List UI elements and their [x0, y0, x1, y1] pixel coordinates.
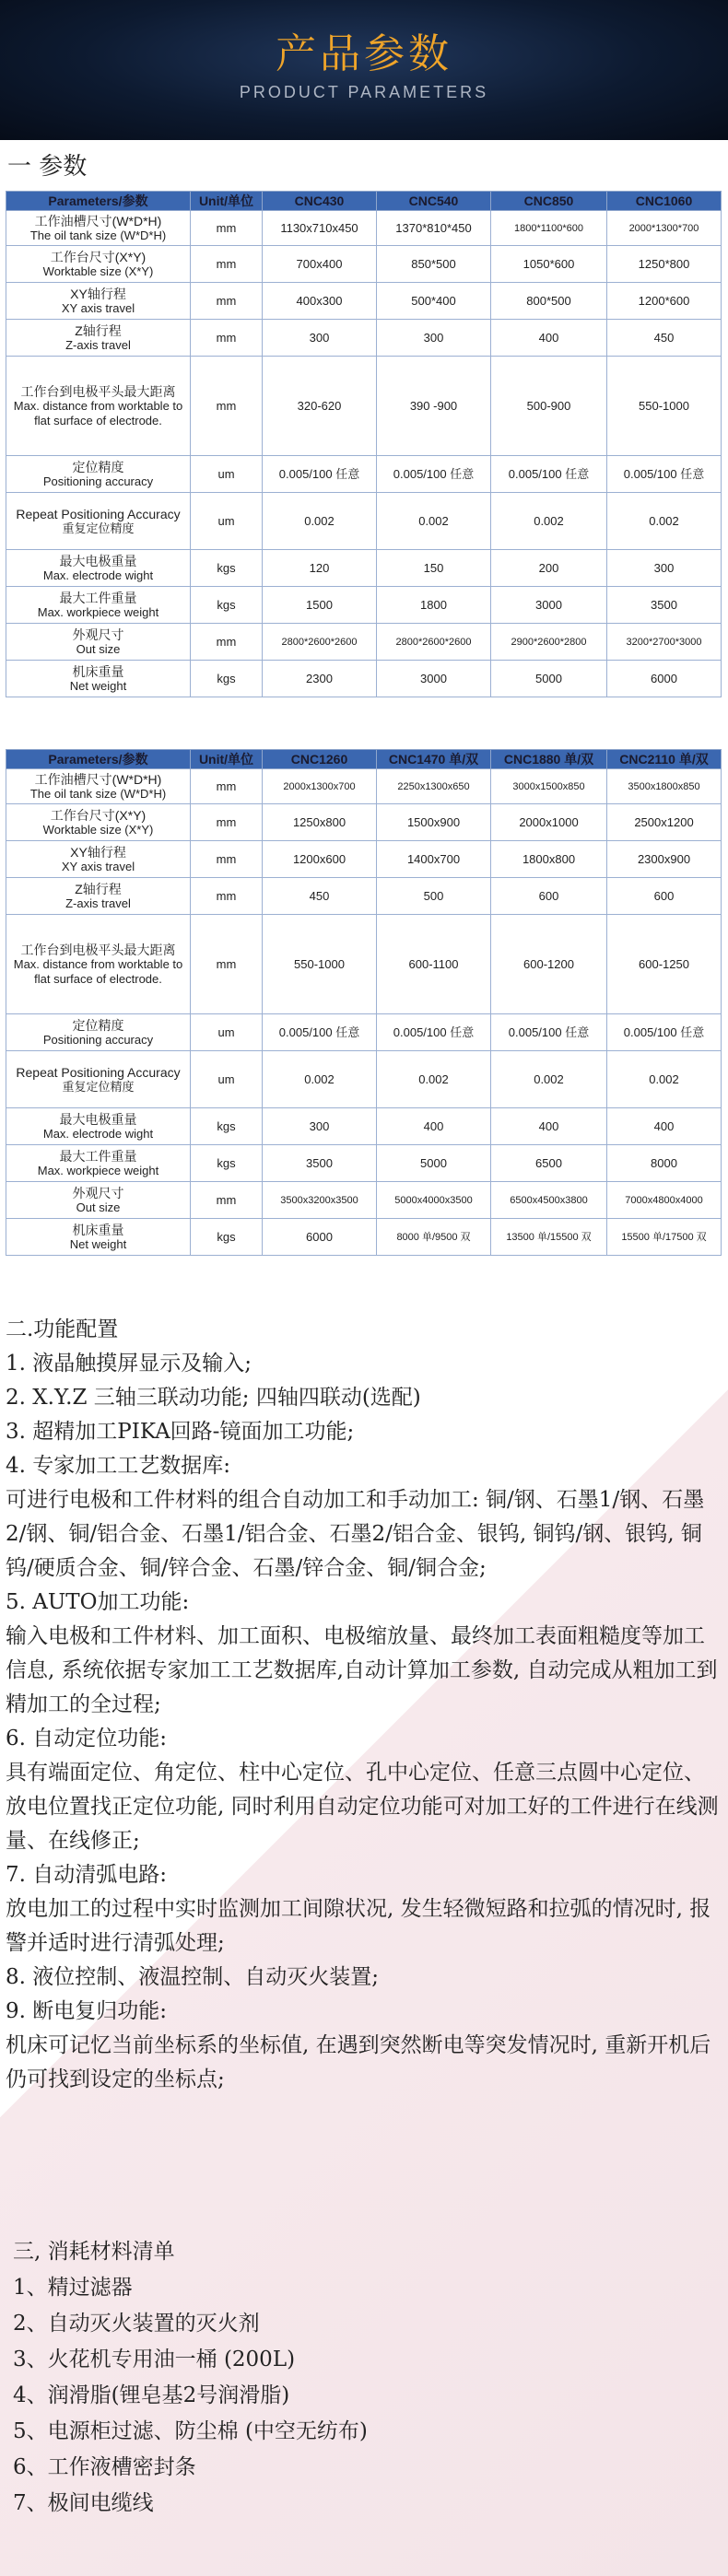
param-label: [6, 456, 191, 493]
param-label: [6, 1108, 191, 1145]
value-cell: 3500x1800x850: [607, 769, 722, 804]
value-cell: 2800*2600*2600: [263, 624, 377, 661]
value-cell: 0.002: [377, 493, 491, 550]
unit-cell: mm: [191, 283, 263, 320]
unit-cell: kgs: [191, 587, 263, 624]
value-cell: 0.005/100 任意: [491, 1014, 607, 1051]
param-label-secondary: Max. electrode wight: [42, 1126, 154, 1141]
value-cell: 150: [377, 550, 491, 587]
param-label-secondary: Worktable size (X*Y): [42, 822, 154, 837]
param-label-secondary: Out size: [76, 1200, 121, 1214]
page-title: 产品参数: [276, 30, 452, 77]
unit-cell: mm: [191, 246, 263, 283]
param-label-secondary: Worktable size (X*Y): [42, 263, 154, 278]
unit-cell: mm: [191, 211, 263, 246]
param-label: [6, 1182, 191, 1219]
table-row: [6, 878, 722, 915]
feature-line: 输入电极和工件材料、加工面积、电极缩放量、最终加工表面粗糙度等加工信息, 系统依据专家加工工艺数据库,自动计算加工参数, 自动完成从粗加工到精加工的全过程;: [6, 1624, 718, 1716]
unit-cell: kgs: [191, 1219, 263, 1256]
unit-cell: kgs: [191, 1145, 263, 1182]
value-cell: 1130x710x450: [263, 211, 377, 246]
table-row: [6, 1145, 722, 1182]
param-label: [6, 878, 191, 915]
value-cell: 15500 单/17500 双: [607, 1219, 722, 1256]
value-cell: 3500: [263, 1145, 377, 1182]
value-cell: 450: [263, 878, 377, 915]
value-cell: 1800x800: [491, 841, 607, 878]
value-cell: 3000: [377, 661, 491, 697]
unit-cell: kgs: [191, 1108, 263, 1145]
feature-line: 3. 超精加工PIKA回路-镜面加工功能;: [6, 1420, 355, 1444]
unit-cell: um: [191, 456, 263, 493]
table-row: [6, 246, 722, 283]
param-label-primary: 最大电极重量: [59, 553, 137, 568]
unit-cell: mm: [191, 1182, 263, 1219]
param-label-primary: Repeat Positioning Accuracy: [16, 506, 181, 521]
table-row: [6, 1108, 722, 1145]
value-cell: 1050*600: [491, 246, 607, 283]
feature-line: 具有端面定位、角定位、柱中心定位、孔中心定位、任意三点圆中心定位、放电位置找正定位功能, 同时利用自动定位功能可对加工好的工件进行在线测量、在线修正;: [6, 1761, 719, 1853]
value-cell: 6000: [263, 1219, 377, 1256]
table-row: [6, 841, 722, 878]
param-label-secondary: Max. workpiece weight: [37, 604, 159, 619]
table-header-cell: Unit/单位: [191, 192, 263, 211]
param-label-secondary: Positioning accuracy: [42, 474, 154, 488]
value-cell: 0.002: [491, 1051, 607, 1108]
table-header-cell: CNC1060: [607, 192, 722, 211]
value-cell: 120: [263, 550, 377, 587]
param-label: [6, 550, 191, 587]
param-label: [6, 841, 191, 878]
table-row: [6, 283, 722, 320]
value-cell: 400: [491, 320, 607, 357]
unit-cell: mm: [191, 357, 263, 456]
value-cell: 5000x4000x3500: [377, 1182, 491, 1219]
table-header-cell: CNC1260: [263, 750, 377, 769]
value-cell: 600-1250: [607, 915, 722, 1014]
table-row: [6, 661, 722, 697]
param-label-primary: Z轴行程: [75, 322, 122, 338]
table-row: [6, 769, 722, 804]
table-header-cell: CNC850: [491, 192, 607, 211]
value-cell: 400x300: [263, 283, 377, 320]
value-cell: 200: [491, 550, 607, 587]
value-cell: 2300: [263, 661, 377, 697]
value-cell: 300: [377, 320, 491, 357]
param-label-primary: 工作台到电极平头最大距离: [20, 383, 176, 399]
unit-cell: kgs: [191, 550, 263, 587]
table-header-cell: CNC1470 单/双: [377, 750, 491, 769]
feature-line: 7. 自动清弧电路:: [6, 1863, 168, 1887]
table-row: [6, 624, 722, 661]
value-cell: 5000: [491, 661, 607, 697]
value-cell: 2900*2600*2800: [491, 624, 607, 661]
param-label-secondary: Out size: [76, 641, 121, 656]
unit-cell: um: [191, 1051, 263, 1108]
table-row: [6, 320, 722, 357]
table-header-cell: CNC2110 单/双: [607, 750, 722, 769]
feature-line: 6. 自动定位功能:: [6, 1727, 168, 1751]
feature-line: 可进行电极和工件材料的组合自动加工和手动加工: 铜/钢、石墨1/钢、石墨2/钢、铜/铝合金、石墨1/铝合金、石墨2/铝合金、银钨, 铜钨/钢、银钨, 铜钨/硬质合金、铜/锌合金、石墨/锌合金、铜/铜合金;: [6, 1488, 705, 1580]
feature-line: 9. 断电复归功能:: [6, 1999, 168, 2023]
value-cell: 3000x1500x850: [491, 769, 607, 804]
value-cell: 0.002: [607, 493, 722, 550]
param-label: [6, 1145, 191, 1182]
param-label-primary: 工作台到电极平头最大距离: [20, 942, 176, 957]
table-row: [6, 1219, 722, 1256]
table-row: [6, 587, 722, 624]
table-header-cell: Parameters/参数: [6, 750, 191, 769]
table-row: [6, 550, 722, 587]
value-cell: 0.002: [377, 1051, 491, 1108]
table-row: [6, 1014, 722, 1051]
feature-line: 5. AUTO加工功能:: [6, 1590, 190, 1614]
value-cell: 600: [607, 878, 722, 915]
spec-table-1: [6, 191, 722, 697]
param-label-primary: 定位精度: [72, 1017, 124, 1033]
value-cell: 3500: [607, 587, 722, 624]
value-cell: 500: [377, 878, 491, 915]
value-cell: 800*500: [491, 283, 607, 320]
value-cell: 3500x3200x3500: [263, 1182, 377, 1219]
value-cell: 1800: [377, 587, 491, 624]
value-cell: 1200*600: [607, 283, 722, 320]
value-cell: 500*400: [377, 283, 491, 320]
value-cell: 400: [377, 1108, 491, 1145]
param-label: [6, 320, 191, 357]
value-cell: 6500x4500x3800: [491, 1182, 607, 1219]
unit-cell: kgs: [191, 661, 263, 697]
value-cell: 0.005/100 任意: [377, 1014, 491, 1051]
param-label-primary: 工作油槽尺寸(W*D*H): [34, 213, 162, 228]
value-cell: 300: [263, 1108, 377, 1145]
feature-line: 1. 液晶触摸屏显示及输入;: [6, 1352, 252, 1376]
param-label: [6, 769, 191, 804]
param-label: [6, 804, 191, 841]
table-row: [6, 1051, 722, 1108]
feature-line: 8. 液位控制、液温控制、自动灭火装置;: [6, 1965, 380, 1989]
value-cell: 1250*800: [607, 246, 722, 283]
value-cell: 550-1000: [263, 915, 377, 1014]
value-cell: 400: [607, 1108, 722, 1145]
value-cell: 850*500: [377, 246, 491, 283]
value-cell: 3000: [491, 587, 607, 624]
value-cell: 1200x600: [263, 841, 377, 878]
consumable-item: 1、精过滤器: [13, 2276, 133, 2300]
table-row: [6, 493, 722, 550]
feature-line: 放电加工的过程中实时监测加工间隙状况, 发生轻微短路和拉弧的情况时, 报警并适时进行清弧处理;: [6, 1897, 711, 1955]
feature-line: 4. 专家加工工艺数据库:: [6, 1454, 231, 1478]
param-label: [6, 661, 191, 697]
param-label: [6, 246, 191, 283]
value-cell: 5000: [377, 1145, 491, 1182]
value-cell: 400: [491, 1108, 607, 1145]
table-row: [6, 1182, 722, 1219]
value-cell: 450: [607, 320, 722, 357]
section-params-heading: 一 参数: [7, 153, 88, 181]
param-label: [6, 1219, 191, 1256]
table-row: [6, 804, 722, 841]
param-label-primary: 外观尺寸: [72, 1185, 124, 1200]
param-label-primary: 最大工件重量: [59, 1148, 137, 1164]
param-label-secondary: Max. workpiece weight: [37, 1163, 159, 1177]
param-label-primary: 工作油槽尺寸(W*D*H): [34, 771, 162, 787]
table-header-cell: CNC1880 单/双: [491, 750, 607, 769]
feature-line: 机床可记忆当前坐标系的坐标值, 在遇到突然断电等突发情况时, 重新开机后仍可找到设定的坐标点;: [6, 2033, 711, 2091]
param-label-secondary: 重复定位精度: [62, 521, 135, 535]
param-label-secondary: Net weight: [69, 1236, 127, 1251]
param-label-primary: XY轴行程: [70, 286, 126, 301]
section-consumables: [13, 2234, 722, 2522]
table-header-row: [6, 750, 722, 769]
page-subtitle: PRODUCT PARAMETERS: [239, 83, 489, 101]
value-cell: 1500: [263, 587, 377, 624]
param-label-primary: 定位精度: [72, 459, 124, 474]
value-cell: 13500 单/15500 双: [491, 1219, 607, 1256]
consumable-item: 6、工作液槽密封条: [13, 2455, 196, 2479]
value-cell: 600: [491, 878, 607, 915]
feature-line: 2. X.Y.Z 三轴三联动功能; 四轴四联动(选配): [6, 1386, 421, 1410]
value-cell: 1800*1100*600: [491, 211, 607, 246]
value-cell: 8000 单/9500 双: [377, 1219, 491, 1256]
param-label-secondary: Max. electrode wight: [42, 568, 154, 582]
consumable-item: 2、自动灭火装置的灭火剂: [13, 2312, 260, 2336]
param-label-primary: 工作台尺寸(X*Y): [50, 807, 147, 823]
value-cell: 0.005/100 任意: [377, 456, 491, 493]
param-label: [6, 357, 191, 456]
section-consumables-heading: 三, 消耗材料清单: [13, 2240, 175, 2264]
param-label-secondary: Max. distance from worktable to flat surface of electrode.: [13, 956, 183, 986]
param-label-secondary: The oil tank size (W*D*H): [29, 786, 167, 801]
param-label-primary: 外观尺寸: [72, 626, 124, 642]
param-label: [6, 283, 191, 320]
value-cell: 2000x1000: [491, 804, 607, 841]
value-cell: 0.002: [263, 1051, 377, 1108]
value-cell: 300: [607, 550, 722, 587]
value-cell: 7000x4800x4000: [607, 1182, 722, 1219]
consumable-item: 3、火花机专用油一桶 (200L): [13, 2348, 296, 2371]
param-label: [6, 493, 191, 550]
table-header-cell: CNC430: [263, 192, 377, 211]
consumable-item: 4、润滑脂(锂皂基2号润滑脂): [13, 2383, 290, 2407]
value-cell: 300: [263, 320, 377, 357]
table-row: [6, 915, 722, 1014]
value-cell: 0.005/100 任意: [607, 456, 722, 493]
unit-cell: mm: [191, 769, 263, 804]
value-cell: 390 -900: [377, 357, 491, 456]
value-cell: 700x400: [263, 246, 377, 283]
param-label-primary: 最大工件重量: [59, 590, 137, 605]
value-cell: 0.005/100 任意: [607, 1014, 722, 1051]
param-label: [6, 1014, 191, 1051]
param-label-secondary: Z-axis travel: [65, 337, 131, 352]
spec-table-2: [6, 749, 722, 1256]
value-cell: 0.005/100 任意: [263, 456, 377, 493]
value-cell: 8000: [607, 1145, 722, 1182]
section-features-heading: 二.功能配置: [6, 1317, 119, 1341]
consumable-item: 7、极间电缆线: [13, 2491, 154, 2515]
value-cell: 3200*2700*3000: [607, 624, 722, 661]
unit-cell: mm: [191, 804, 263, 841]
param-label: [6, 624, 191, 661]
table-row: [6, 456, 722, 493]
param-label-secondary: XY axis travel: [61, 859, 135, 873]
value-cell: 6500: [491, 1145, 607, 1182]
value-cell: 2000*1300*700: [607, 211, 722, 246]
param-label-primary: XY轴行程: [70, 844, 126, 860]
param-label-secondary: Positioning accuracy: [42, 1032, 154, 1047]
unit-cell: um: [191, 1014, 263, 1051]
param-label-primary: 机床重量: [72, 663, 124, 679]
unit-cell: mm: [191, 915, 263, 1014]
param-label-secondary: Z-axis travel: [65, 896, 131, 910]
value-cell: 2300x900: [607, 841, 722, 878]
value-cell: 600-1200: [491, 915, 607, 1014]
table-header-cell: Unit/单位: [191, 750, 263, 769]
unit-cell: mm: [191, 624, 263, 661]
param-label: [6, 587, 191, 624]
param-label-secondary: 重复定位精度: [62, 1079, 135, 1094]
param-label-primary: 机床重量: [72, 1222, 124, 1237]
value-cell: 0.002: [607, 1051, 722, 1108]
table-row: [6, 357, 722, 456]
value-cell: 1250x800: [263, 804, 377, 841]
section-features: [6, 1313, 724, 2097]
page-header: [0, 0, 728, 140]
unit-cell: um: [191, 493, 263, 550]
param-label-primary: 最大电极重量: [59, 1111, 137, 1127]
value-cell: 500-900: [491, 357, 607, 456]
unit-cell: mm: [191, 320, 263, 357]
consumable-item: 5、电源柜过滤、防尘棉 (中空无纺布): [13, 2419, 368, 2443]
param-label-primary: Z轴行程: [75, 881, 122, 896]
value-cell: 6000: [607, 661, 722, 697]
param-label-secondary: XY axis travel: [61, 300, 135, 315]
table-row: [6, 211, 722, 246]
value-cell: 2500x1200: [607, 804, 722, 841]
table-header-cell: CNC540: [377, 192, 491, 211]
value-cell: 2250x1300x650: [377, 769, 491, 804]
param-label: [6, 1051, 191, 1108]
value-cell: 0.002: [491, 493, 607, 550]
param-label-secondary: The oil tank size (W*D*H): [29, 228, 167, 242]
value-cell: 0.005/100 任意: [491, 456, 607, 493]
param-label-secondary: Max. distance from worktable to flat surface of electrode.: [13, 398, 183, 427]
param-label: [6, 211, 191, 246]
table-header-row: [6, 192, 722, 211]
unit-cell: mm: [191, 878, 263, 915]
param-label: [6, 915, 191, 1014]
value-cell: 1370*810*450: [377, 211, 491, 246]
param-label-primary: Repeat Positioning Accuracy: [16, 1064, 181, 1080]
value-cell: 1400x700: [377, 841, 491, 878]
value-cell: 0.005/100 任意: [263, 1014, 377, 1051]
value-cell: 2800*2600*2600: [377, 624, 491, 661]
value-cell: 550-1000: [607, 357, 722, 456]
value-cell: 0.002: [263, 493, 377, 550]
value-cell: 320-620: [263, 357, 377, 456]
table-header-cell: Parameters/参数: [6, 192, 191, 211]
param-label-primary: 工作台尺寸(X*Y): [50, 249, 147, 264]
unit-cell: mm: [191, 841, 263, 878]
value-cell: 600-1100: [377, 915, 491, 1014]
value-cell: 2000x1300x700: [263, 769, 377, 804]
value-cell: 1500x900: [377, 804, 491, 841]
param-label-secondary: Net weight: [69, 678, 127, 693]
